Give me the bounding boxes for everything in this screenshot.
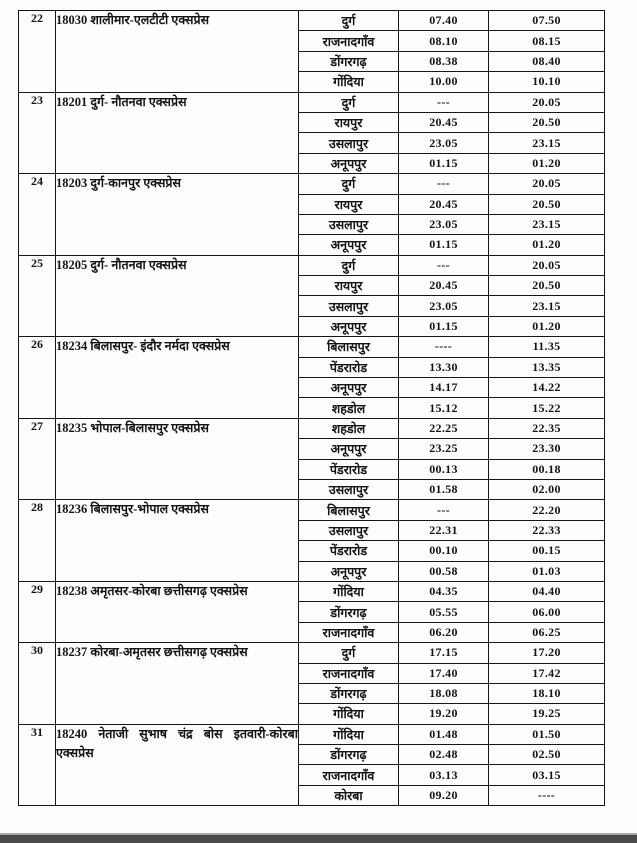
departure-cell: 02.00 <box>489 479 605 499</box>
departure-cell: 00.15 <box>489 541 605 561</box>
departure-cell: 22.35 <box>489 418 605 438</box>
departure-cell: 14.22 <box>489 378 605 398</box>
train-name-cell: 18237 कोरबा-अमृतसर छत्तीसगढ़ एक्सप्रेस <box>56 643 299 725</box>
departure-cell: 23.15 <box>489 133 605 153</box>
departure-cell: 23.15 <box>489 296 605 316</box>
station-cell: उसलापुर <box>299 520 399 540</box>
station-cell: उसलापुर <box>299 479 399 499</box>
arrival-cell: 01.15 <box>399 235 489 255</box>
departure-cell: 22.20 <box>489 500 605 520</box>
arrival-cell: --- <box>399 92 489 112</box>
station-cell: शहडोल <box>299 418 399 438</box>
station-cell: अनूपपुर <box>299 316 399 336</box>
departure-cell: 20.50 <box>489 276 605 296</box>
table-row <box>19 643 605 663</box>
station-cell: कोरबा <box>299 785 399 805</box>
departure-cell: 08.15 <box>489 31 605 51</box>
arrival-cell: 07.40 <box>399 11 489 31</box>
arrival-cell: 00.13 <box>399 459 489 479</box>
timetable-body <box>19 11 605 806</box>
train-name-cell: 18205 दुर्ग- नौतनवा एक्सप्रेस <box>56 255 299 337</box>
departure-cell: 22.33 <box>489 520 605 540</box>
departure-cell: ---- <box>489 785 605 805</box>
arrival-cell: 01.48 <box>399 724 489 744</box>
arrival-cell: 23.25 <box>399 439 489 459</box>
table-row <box>19 11 605 31</box>
station-cell: दुर्ग <box>299 92 399 112</box>
station-cell: पेंडरारोड <box>299 357 399 377</box>
arrival-cell: --- <box>399 255 489 275</box>
departure-cell: 23.30 <box>489 439 605 459</box>
departure-cell: 10.10 <box>489 72 605 92</box>
station-cell: दुर्ग <box>299 643 399 663</box>
station-cell: दुर्ग <box>299 255 399 275</box>
departure-cell: 07.50 <box>489 11 605 31</box>
serial-number-cell: 31 <box>19 724 56 806</box>
serial-number-cell: 25 <box>19 255 56 337</box>
train-name-cell: 18234 बिलासपुर- इंदौर नर्मदा एक्सप्रेस <box>56 337 299 419</box>
serial-number-cell: 30 <box>19 643 56 725</box>
departure-cell: 02.50 <box>489 745 605 765</box>
station-cell: बिलासपुर <box>299 500 399 520</box>
arrival-cell: 17.40 <box>399 663 489 683</box>
departure-cell: 15.22 <box>489 398 605 418</box>
station-cell: उसलापुर <box>299 214 399 234</box>
station-cell: गोंदिया <box>299 72 399 92</box>
arrival-cell: 01.15 <box>399 153 489 173</box>
station-cell: अनूपपुर <box>299 378 399 398</box>
departure-cell: 18.10 <box>489 683 605 703</box>
arrival-cell: 02.48 <box>399 745 489 765</box>
arrival-cell: 22.31 <box>399 520 489 540</box>
arrival-cell: 03.13 <box>399 765 489 785</box>
arrival-cell: 10.00 <box>399 72 489 92</box>
departure-cell: 11.35 <box>489 337 605 357</box>
table-row <box>19 418 605 438</box>
train-name-cell: 18203 दुर्ग-कानपुर एक्सप्रेस <box>56 174 299 256</box>
table-row <box>19 581 605 601</box>
train-name-cell: 18236 बिलासपुर-भोपाल एक्सप्रेस <box>56 500 299 582</box>
departure-cell: 19.25 <box>489 704 605 724</box>
station-cell: उसलापुर <box>299 133 399 153</box>
station-cell: गोंदिया <box>299 704 399 724</box>
arrival-cell: 06.20 <box>399 622 489 642</box>
departure-cell: 01.20 <box>489 153 605 173</box>
arrival-cell: 01.58 <box>399 479 489 499</box>
departure-cell: 17.42 <box>489 663 605 683</box>
station-cell: राजनादगाँव <box>299 663 399 683</box>
arrival-cell: 14.17 <box>399 378 489 398</box>
departure-cell: 20.50 <box>489 112 605 132</box>
train-name-cell: 18201 दुर्ग- नौतनवा एक्सप्रेस <box>56 92 299 174</box>
serial-number-cell: 23 <box>19 92 56 174</box>
departure-cell: 00.18 <box>489 459 605 479</box>
departure-cell: 01.20 <box>489 235 605 255</box>
arrival-cell: --- <box>399 174 489 194</box>
departure-cell: 06.00 <box>489 602 605 622</box>
arrival-cell: 20.45 <box>399 112 489 132</box>
station-cell: डोंगरगढ़ <box>299 683 399 703</box>
departure-cell: 20.05 <box>489 174 605 194</box>
arrival-cell: 18.08 <box>399 683 489 703</box>
station-cell: पेंडरारोड <box>299 541 399 561</box>
station-cell: अनूपपुर <box>299 153 399 173</box>
scan-edge-bar <box>0 833 637 843</box>
departure-cell: 23.15 <box>489 214 605 234</box>
table-row <box>19 174 605 194</box>
arrival-cell: 23.05 <box>399 133 489 153</box>
station-cell: डोंगरगढ़ <box>299 602 399 622</box>
arrival-cell: --- <box>399 500 489 520</box>
station-cell: रायपुर <box>299 194 399 214</box>
table-row <box>19 92 605 112</box>
arrival-cell: 20.45 <box>399 194 489 214</box>
serial-number-cell: 24 <box>19 174 56 256</box>
table-row <box>19 337 605 357</box>
serial-number-cell: 29 <box>19 581 56 642</box>
arrival-cell: 23.05 <box>399 296 489 316</box>
arrival-cell: 13.30 <box>399 357 489 377</box>
station-cell: राजनादगाँव <box>299 622 399 642</box>
table-row <box>19 500 605 520</box>
arrival-cell: 15.12 <box>399 398 489 418</box>
arrival-cell: 17.15 <box>399 643 489 663</box>
arrival-cell: 00.10 <box>399 541 489 561</box>
departure-cell: 20.50 <box>489 194 605 214</box>
departure-cell: 01.50 <box>489 724 605 744</box>
station-cell: अनूपपुर <box>299 439 399 459</box>
serial-number-cell: 28 <box>19 500 56 582</box>
departure-cell: 17.20 <box>489 643 605 663</box>
arrival-cell: 01.15 <box>399 316 489 336</box>
station-cell: अनूपपुर <box>299 561 399 581</box>
station-cell: डोंगरगढ़ <box>299 745 399 765</box>
train-name-cell: 18238 अमृतसर-कोरबा छत्तीसगढ़ एक्सप्रेस <box>56 581 299 642</box>
arrival-cell: 08.10 <box>399 31 489 51</box>
train-timetable <box>18 10 605 806</box>
station-cell: बिलासपुर <box>299 337 399 357</box>
departure-cell: 04.40 <box>489 581 605 601</box>
station-cell: उसलापुर <box>299 296 399 316</box>
departure-cell: 20.05 <box>489 92 605 112</box>
train-name-cell: 18235 भोपाल-बिलासपुर एक्सप्रेस <box>56 418 299 500</box>
station-cell: राजनादगाँव <box>299 31 399 51</box>
station-cell: रायपुर <box>299 276 399 296</box>
station-cell: रायपुर <box>299 112 399 132</box>
departure-cell: 20.05 <box>489 255 605 275</box>
arrival-cell: 04.35 <box>399 581 489 601</box>
table-row <box>19 255 605 275</box>
departure-cell: 03.15 <box>489 765 605 785</box>
station-cell: गोंदिया <box>299 724 399 744</box>
arrival-cell: ---- <box>399 337 489 357</box>
arrival-cell: 00.58 <box>399 561 489 581</box>
departure-cell: 01.20 <box>489 316 605 336</box>
serial-number-cell: 27 <box>19 418 56 500</box>
departure-cell: 08.40 <box>489 51 605 71</box>
arrival-cell: 05.55 <box>399 602 489 622</box>
serial-number-cell: 26 <box>19 337 56 419</box>
arrival-cell: 20.45 <box>399 276 489 296</box>
serial-number-cell: 22 <box>19 11 56 93</box>
train-name-cell: 18030 शालीमार-एलटीटी एक्सप्रेस <box>56 11 299 93</box>
arrival-cell: 08.38 <box>399 51 489 71</box>
table-row <box>19 724 605 744</box>
station-cell: दुर्ग <box>299 174 399 194</box>
arrival-cell: 09.20 <box>399 785 489 805</box>
arrival-cell: 23.05 <box>399 214 489 234</box>
train-name-cell: 18240 नेताजी सुभाष चंद्र बोस इतवारी-कोरबा एक्सप्रेस <box>56 724 299 806</box>
station-cell: राजनादगाँव <box>299 765 399 785</box>
departure-cell: 01.03 <box>489 561 605 581</box>
departure-cell: 06.25 <box>489 622 605 642</box>
station-cell: शहडोल <box>299 398 399 418</box>
station-cell: गोंदिया <box>299 581 399 601</box>
station-cell: अनूपपुर <box>299 235 399 255</box>
arrival-cell: 19.20 <box>399 704 489 724</box>
arrival-cell: 22.25 <box>399 418 489 438</box>
station-cell: डोंगरगढ़ <box>299 51 399 71</box>
station-cell: पेंडरारोड <box>299 459 399 479</box>
station-cell: दुर्ग <box>299 11 399 31</box>
departure-cell: 13.35 <box>489 357 605 377</box>
